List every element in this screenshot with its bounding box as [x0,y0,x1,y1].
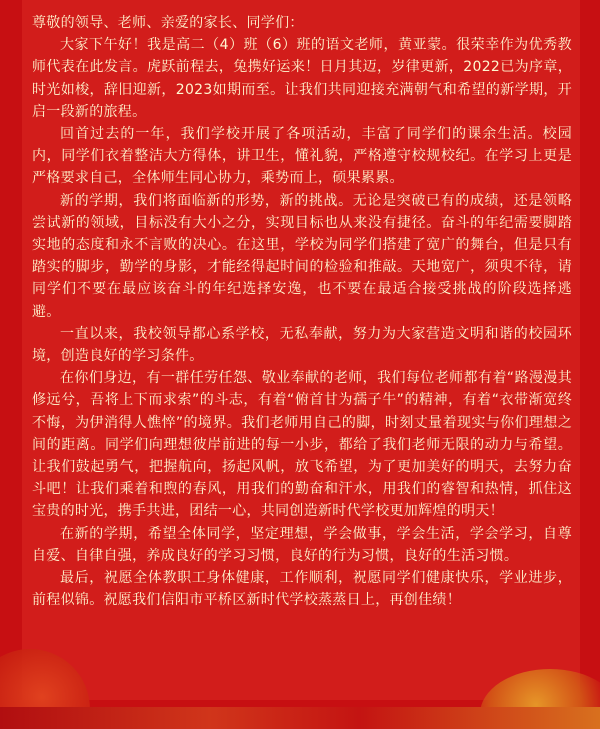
decorative-bottom-band [0,707,600,729]
paragraph-greeting: 大家下午好！我是高二（4）班（6）班的语文老师，黄亚蒙。很荣幸作为优秀教师代表在此发言。虎跃前程去，兔携好运来！日月其迈，岁律更新，2022已为序章，时光如梭，辞旧迎新，2023如期而至。让我们共同迎接充满朝气和希望的新学期，开启一段新的旅程。 [32,37,572,120]
paragraph-teachers: 在你们身边，有一群任劳任怨、敬业奉献的老师，我们每位老师都有着“路漫漫其修远兮，吾将上下而求索”的斗志，有着“俯首甘为孺子牛”的精神，有着“衣带渐宽终不悔，为伊消得人憔悴”的境界。我们老师用自己的脚，时刻丈量着现实与你们理想之间的距离。同学们向理想彼岸前进的每一小步，都给了我们老师无限的动力与希望。让我们鼓起勇气，把握航向，扬起风帆，放飞希望，为了更加美好的明天，去努力奋斗吧！让我们乘着和煦的春风，用我们的勤奋和汗水，用我们的睿智和热情，抓住这宝贵的时光，携手共进，团结一心，共同创造新时代学校更加辉煌的明天！ [32,370,572,520]
salutation: 尊敬的领导、老师、亲爱的家长、同学们： [32,15,304,31]
paragraph-review: 回首过去的一年，我们学校开展了各项活动，丰富了同学们的课余生活。校园内，同学们衣着整洁大方得体，讲卫生，懂礼貌，严格遵守校规校纪。在学习上更是严格要求自己，全体师生同心协力，乘势而上，硕果累累。 [32,126,572,187]
paragraph-leadership: 一直以来，我校领导都心系学校，无私奉献，努力为大家营造文明和谐的校园环境，创造良好的学习条件。 [32,325,572,365]
paragraph-closing: 最后，祝愿全体教职工身体健康，工作顺利，祝愿同学们健康快乐，学业进步，前程似锦。祝愿我们信阳市平桥区新时代学校蒸蒸日上，再创佳绩！ [32,570,572,609]
speech-text [32,12,572,611]
paragraph-hopes: 在新的学期，希望全体同学，坚定理想，学会做事，学会生活，学会学习，自尊自爱、自律自强，养成良好的学习习惯，良好的行为习惯，良好的生活习惯。 [32,525,572,564]
paragraph-new-semester: 新的学期，我们将面临新的形势，新的挑战。无论是突破已有的成绩，还是领略尝试新的领域，目标没有大小之分，实现目标也从来没有捷径。奋斗的年纪需要脚踏实地的态度和永不言败的决心。在这里，学校为同学们搭建了宽广的舞台，但是只有踏实的脚步，勤学的身影，才能经得起时间的检验和推敲。天地宽广，须臾不待，请同学们不要在最应该奋斗的年纪选择安逸，也不要在最适合接受挑战的阶段选择逃避。 [32,192,572,320]
